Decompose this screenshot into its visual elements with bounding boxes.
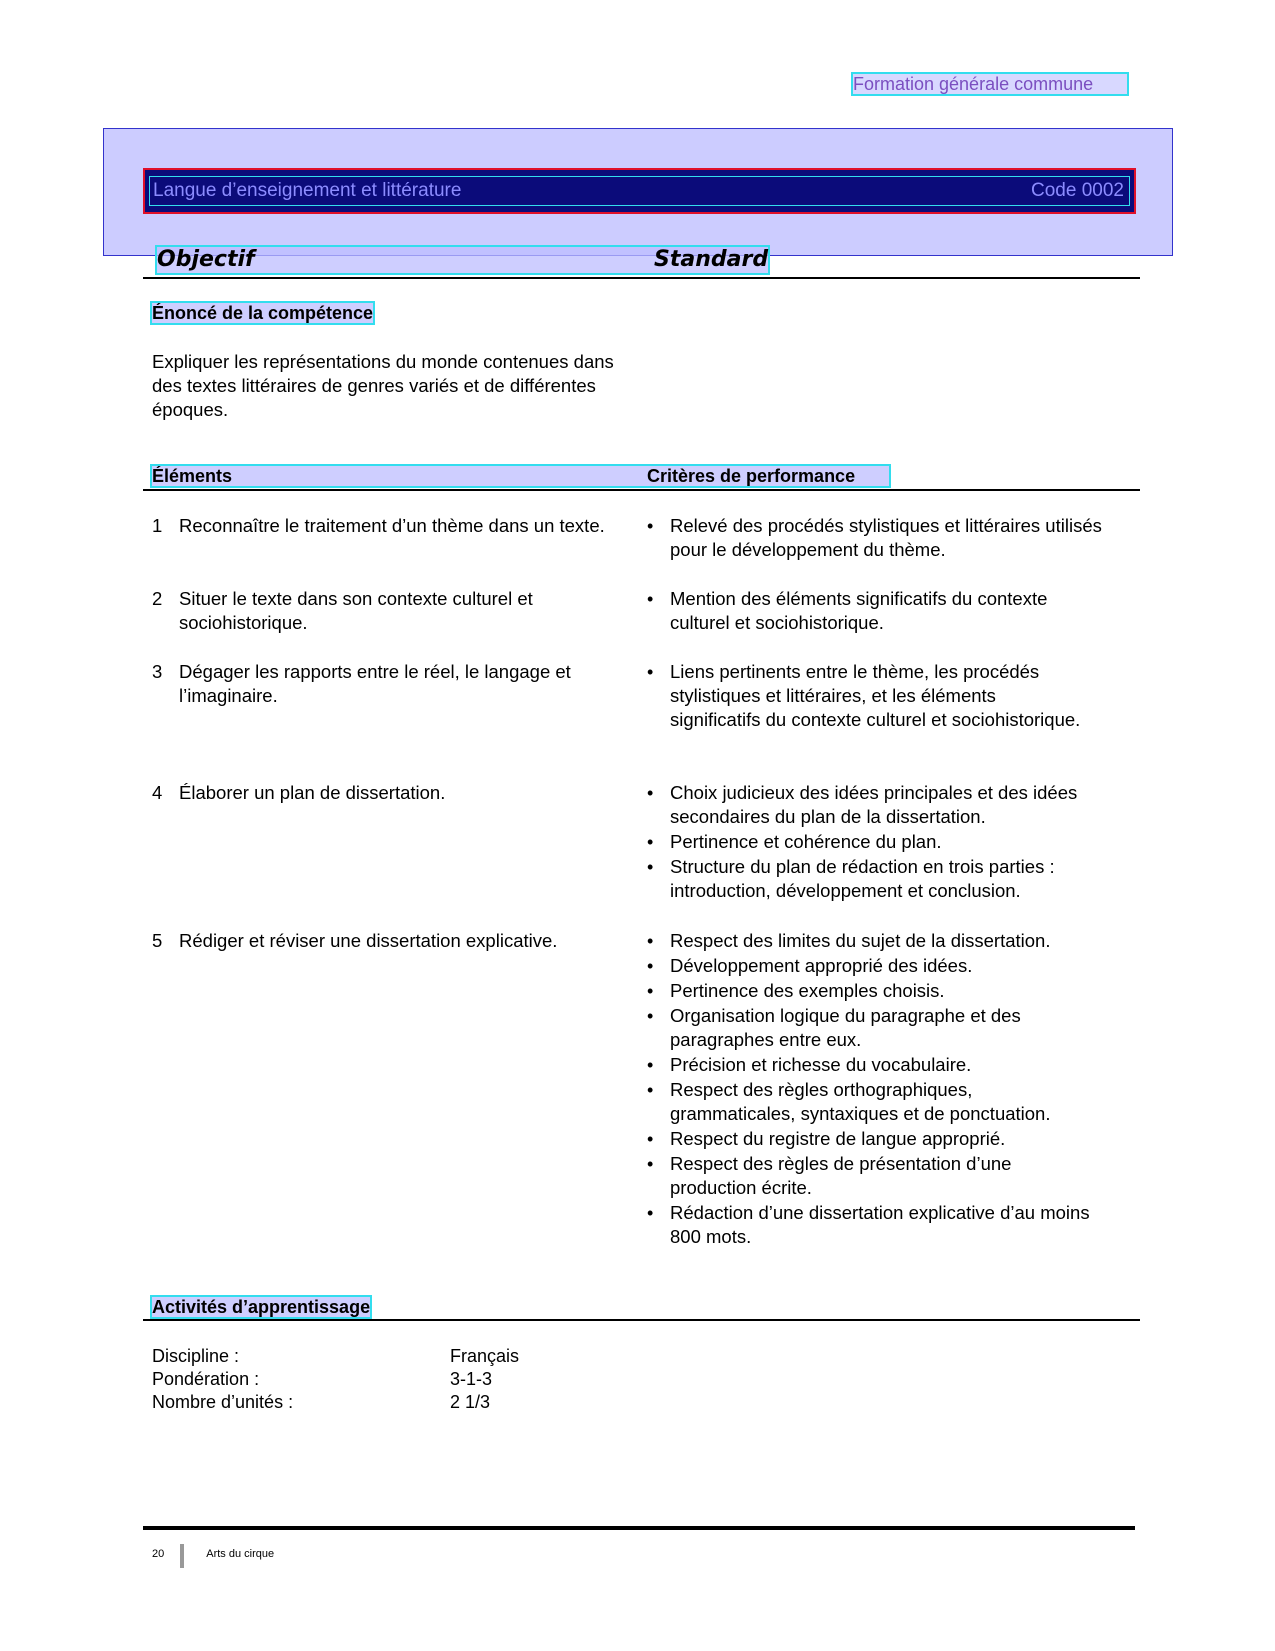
- element-number: 2: [152, 588, 163, 609]
- criteria-list-2: [647, 587, 1112, 636]
- footer-rule: [143, 1526, 1135, 1530]
- activity-label: Nombre d’unités :: [152, 1392, 294, 1412]
- element-text: Rédiger et réviser une dissertation explicative.: [179, 930, 558, 951]
- code-label: Code: [1031, 180, 1077, 201]
- element-text: Dégager les rapports entre le réel, le langage et l’imaginaire.: [179, 661, 571, 706]
- criteria-heading: Critères de performance: [647, 466, 856, 486]
- column-headers: [157, 247, 768, 273]
- element-row-5: [152, 929, 650, 953]
- element-text: Reconnaître le traitement d’un thème dans un texte.: [179, 515, 605, 536]
- footer-program: Arts du cirque: [206, 1547, 275, 1560]
- program-header: Formation générale commune: [853, 74, 1127, 94]
- competence-text: Expliquer les représentations du monde contenues dans des textes littéraires de genres variés et de différentes époques.: [152, 351, 614, 420]
- standard-heading: Standard: [654, 247, 769, 272]
- course-title-bar: [143, 168, 1136, 214]
- criteria-list-1: [647, 514, 1112, 563]
- element-text: Élaborer un plan de dissertation.: [179, 782, 446, 803]
- criterion-item: • Pertinence des exemples choisis.: [647, 979, 1092, 1003]
- criterion-item: • Organisation logique du paragraphe et des paragraphes entre eux.: [647, 1004, 1092, 1052]
- element-number: 1: [152, 515, 163, 536]
- criterion-item: • Précision et richesse du vocabulaire.: [647, 1053, 1092, 1077]
- activities-heading: Activités d’apprentissage: [152, 1297, 371, 1317]
- table-headers: [152, 466, 889, 486]
- criterion-item: • Respect des limites du sujet de la dissertation.: [647, 929, 1092, 953]
- activity-value: 3-1-3: [450, 1369, 493, 1389]
- element-row-1: [152, 514, 650, 538]
- criterion-item: • Relevé des procédés stylistiques et littéraires utilisés pour le développement du thème.: [647, 514, 1112, 562]
- activity-label: Pondération :: [152, 1369, 260, 1389]
- criterion-item: • Développement approprié des idées.: [647, 954, 1092, 978]
- element-number: 4: [152, 782, 163, 803]
- activity-row-discipline: [152, 1345, 519, 1367]
- activity-value: 2 1/3: [450, 1392, 491, 1412]
- activity-row-ponderation: [152, 1368, 492, 1390]
- activities-rule: [143, 1319, 1140, 1321]
- criteria-list-5: [647, 929, 1092, 1250]
- criterion-item: • Respect des règles de présentation d’une production écrite.: [647, 1152, 1092, 1200]
- course-title: Langue d’enseignement et littérature: [153, 180, 462, 201]
- criterion-item: • Structure du plan de rédaction en trois parties : introduction, développement et conclusion.: [647, 855, 1119, 903]
- elements-heading: Éléments: [152, 466, 233, 486]
- element-text: Situer le texte dans son contexte culturel et sociohistorique.: [179, 588, 533, 633]
- objective-heading: Objectif: [157, 247, 255, 272]
- activity-value: Français: [450, 1346, 520, 1366]
- criterion-item: • Mention des éléments significatifs du contexte culturel et sociohistorique.: [647, 587, 1112, 635]
- code-value: 0002: [1081, 180, 1124, 201]
- element-row-4: [152, 781, 650, 805]
- criterion-item: • Rédaction d’une dissertation explicative d’au moins 800 mots.: [647, 1201, 1092, 1249]
- criterion-item: • Respect du registre de langue approprié.: [647, 1127, 1092, 1151]
- activity-row-units: [152, 1391, 490, 1413]
- criterion-item: • Respect des règles orthographiques, grammaticales, syntaxiques et de ponctuation.: [647, 1078, 1092, 1126]
- element-number: 5: [152, 930, 163, 951]
- footer-separator: [180, 1544, 184, 1568]
- element-row-2: [152, 587, 650, 635]
- criteria-list-4: [647, 781, 1119, 904]
- element-number: 3: [152, 661, 163, 682]
- element-row-3: [152, 660, 650, 708]
- page-footer: [152, 1542, 274, 1566]
- criterion-item: • Choix judicieux des idées principales et des idées secondaires du plan de la dissertation.: [647, 781, 1119, 829]
- activity-label: Discipline :: [152, 1346, 240, 1366]
- table-rule: [143, 489, 1140, 491]
- criterion-item: • Pertinence et cohérence du plan.: [647, 830, 1119, 854]
- competence-heading: Énoncé de la compétence: [152, 303, 374, 323]
- page-number: 20: [152, 1547, 165, 1560]
- criterion-item: • Liens pertinents entre le thème, les procédés stylistiques et littéraires, et les éléments significatifs du contexte culturel et sociohistorique.: [647, 660, 1087, 732]
- column-rule: [143, 277, 1140, 279]
- course-code: [1031, 180, 1124, 202]
- criteria-list-3: [647, 660, 1087, 733]
